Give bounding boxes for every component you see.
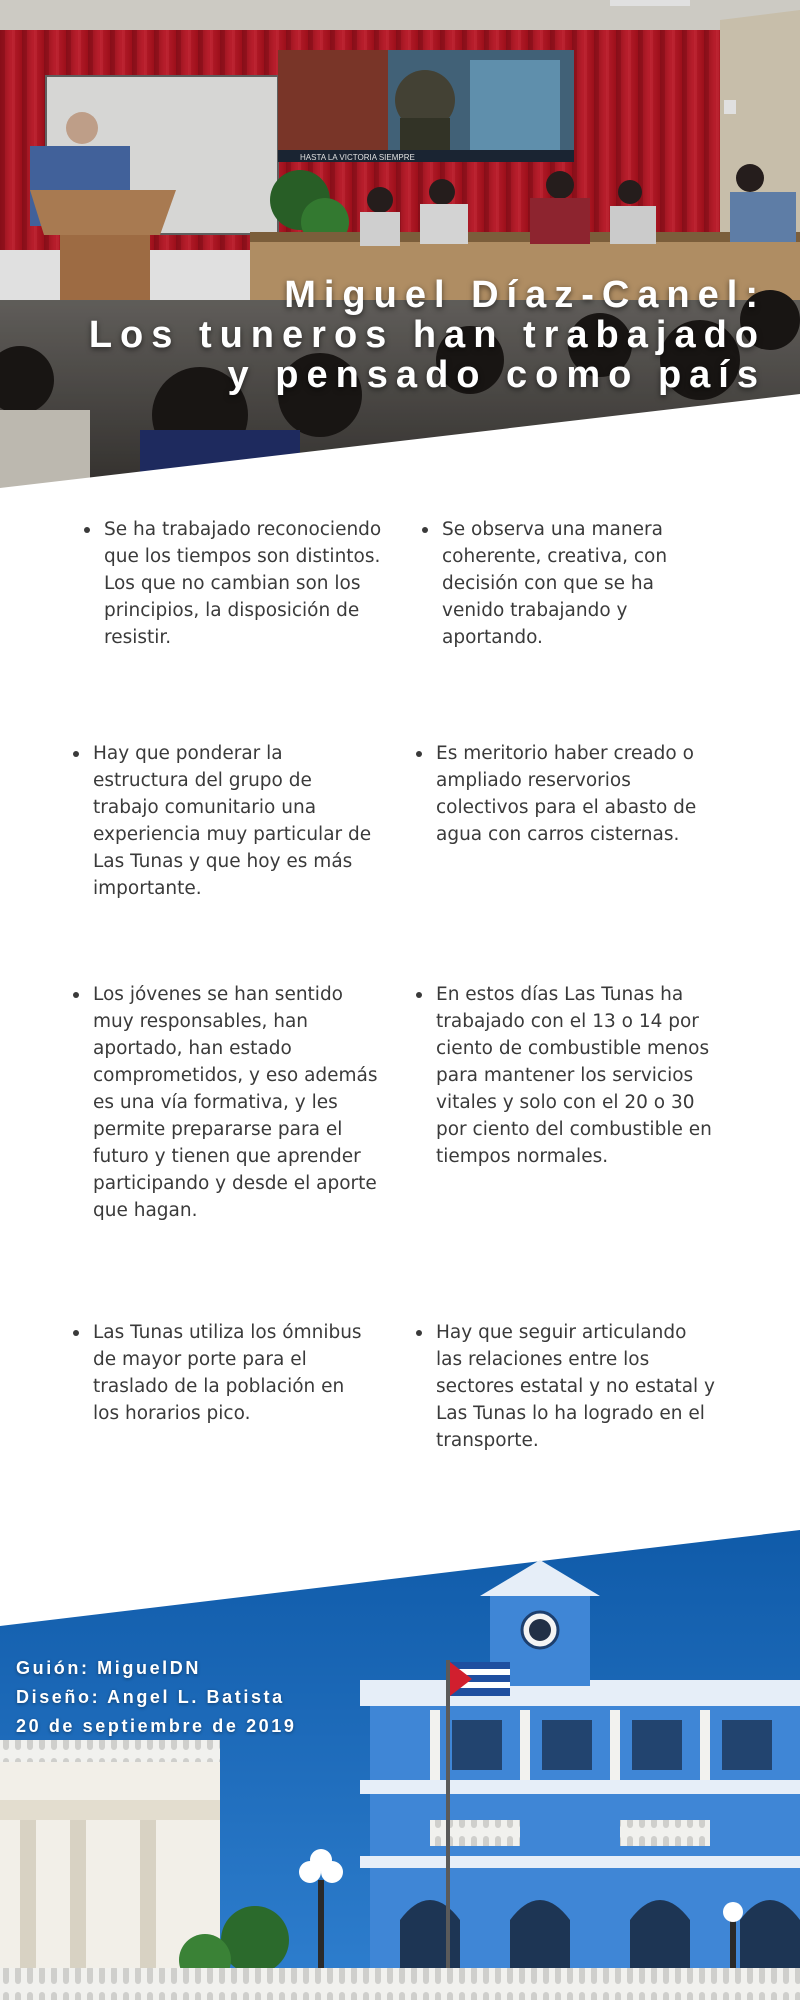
title-line-3: y pensado como país [227,354,766,397]
footer-section [0,1520,800,2000]
credits [16,1654,297,1741]
hero-diagonal [0,0,800,490]
list-item: Es meritorio haber creado o ampliado reservorios colectivos para el abasto de agua con carros cisternas. [416,740,716,848]
title-line-2: Los tuneros han trabajado [88,314,766,357]
mural-banner-text: HASTA LA VICTORIA SIEMPRE [300,153,415,162]
list-item: Hay que ponderar la estructura del grupo de trabajo comunitario una experiencia muy particular de Las Tunas y que hoy es más importante. [73,740,373,902]
list-item: Los jóvenes se han sentido muy responsables, han aportado, han estado comprometidos, y eso además es una vía formativa, y les permite prepararse para el futuro y tienen que aprender participando y desde el aporte que hagan. [73,981,383,1224]
list-item: Se ha trabajado reconociendo que los tiempos son distintos. Los que no cambian son los principios, la disposición de resistir. [84,516,384,651]
page-title [6,275,766,395]
credit-date: 20 de septiembre de 2019 [16,1716,297,1736]
list-item: Se observa una manera coherente, creativa, con decisión con que se ha venido trabajando y aportando. [422,516,692,651]
list-item: Hay que seguir articulando las relaciones entre los sectores estatal y no estatal y Las Tunas lo ha logrado en el transporte. [416,1319,716,1454]
list-item: En estos días Las Tunas ha trabajado con el 13 o 14 por ciento de combustible menos para mantener los servicios vitales y solo con el 20 o 30 por ciento del combustible en tiempos normales. [416,981,726,1170]
list-item: Las Tunas utiliza los ómnibus de mayor porte para el traslado de la población en los horarios pico. [73,1319,373,1427]
hero-section [0,0,800,490]
credit-design: Diseño: Angel L. Batista [16,1687,285,1707]
title-line-1: Miguel Díaz-Canel: [284,274,766,317]
credit-script: Guión: MiguelDN [16,1658,201,1678]
footer-photo [0,1520,800,2000]
